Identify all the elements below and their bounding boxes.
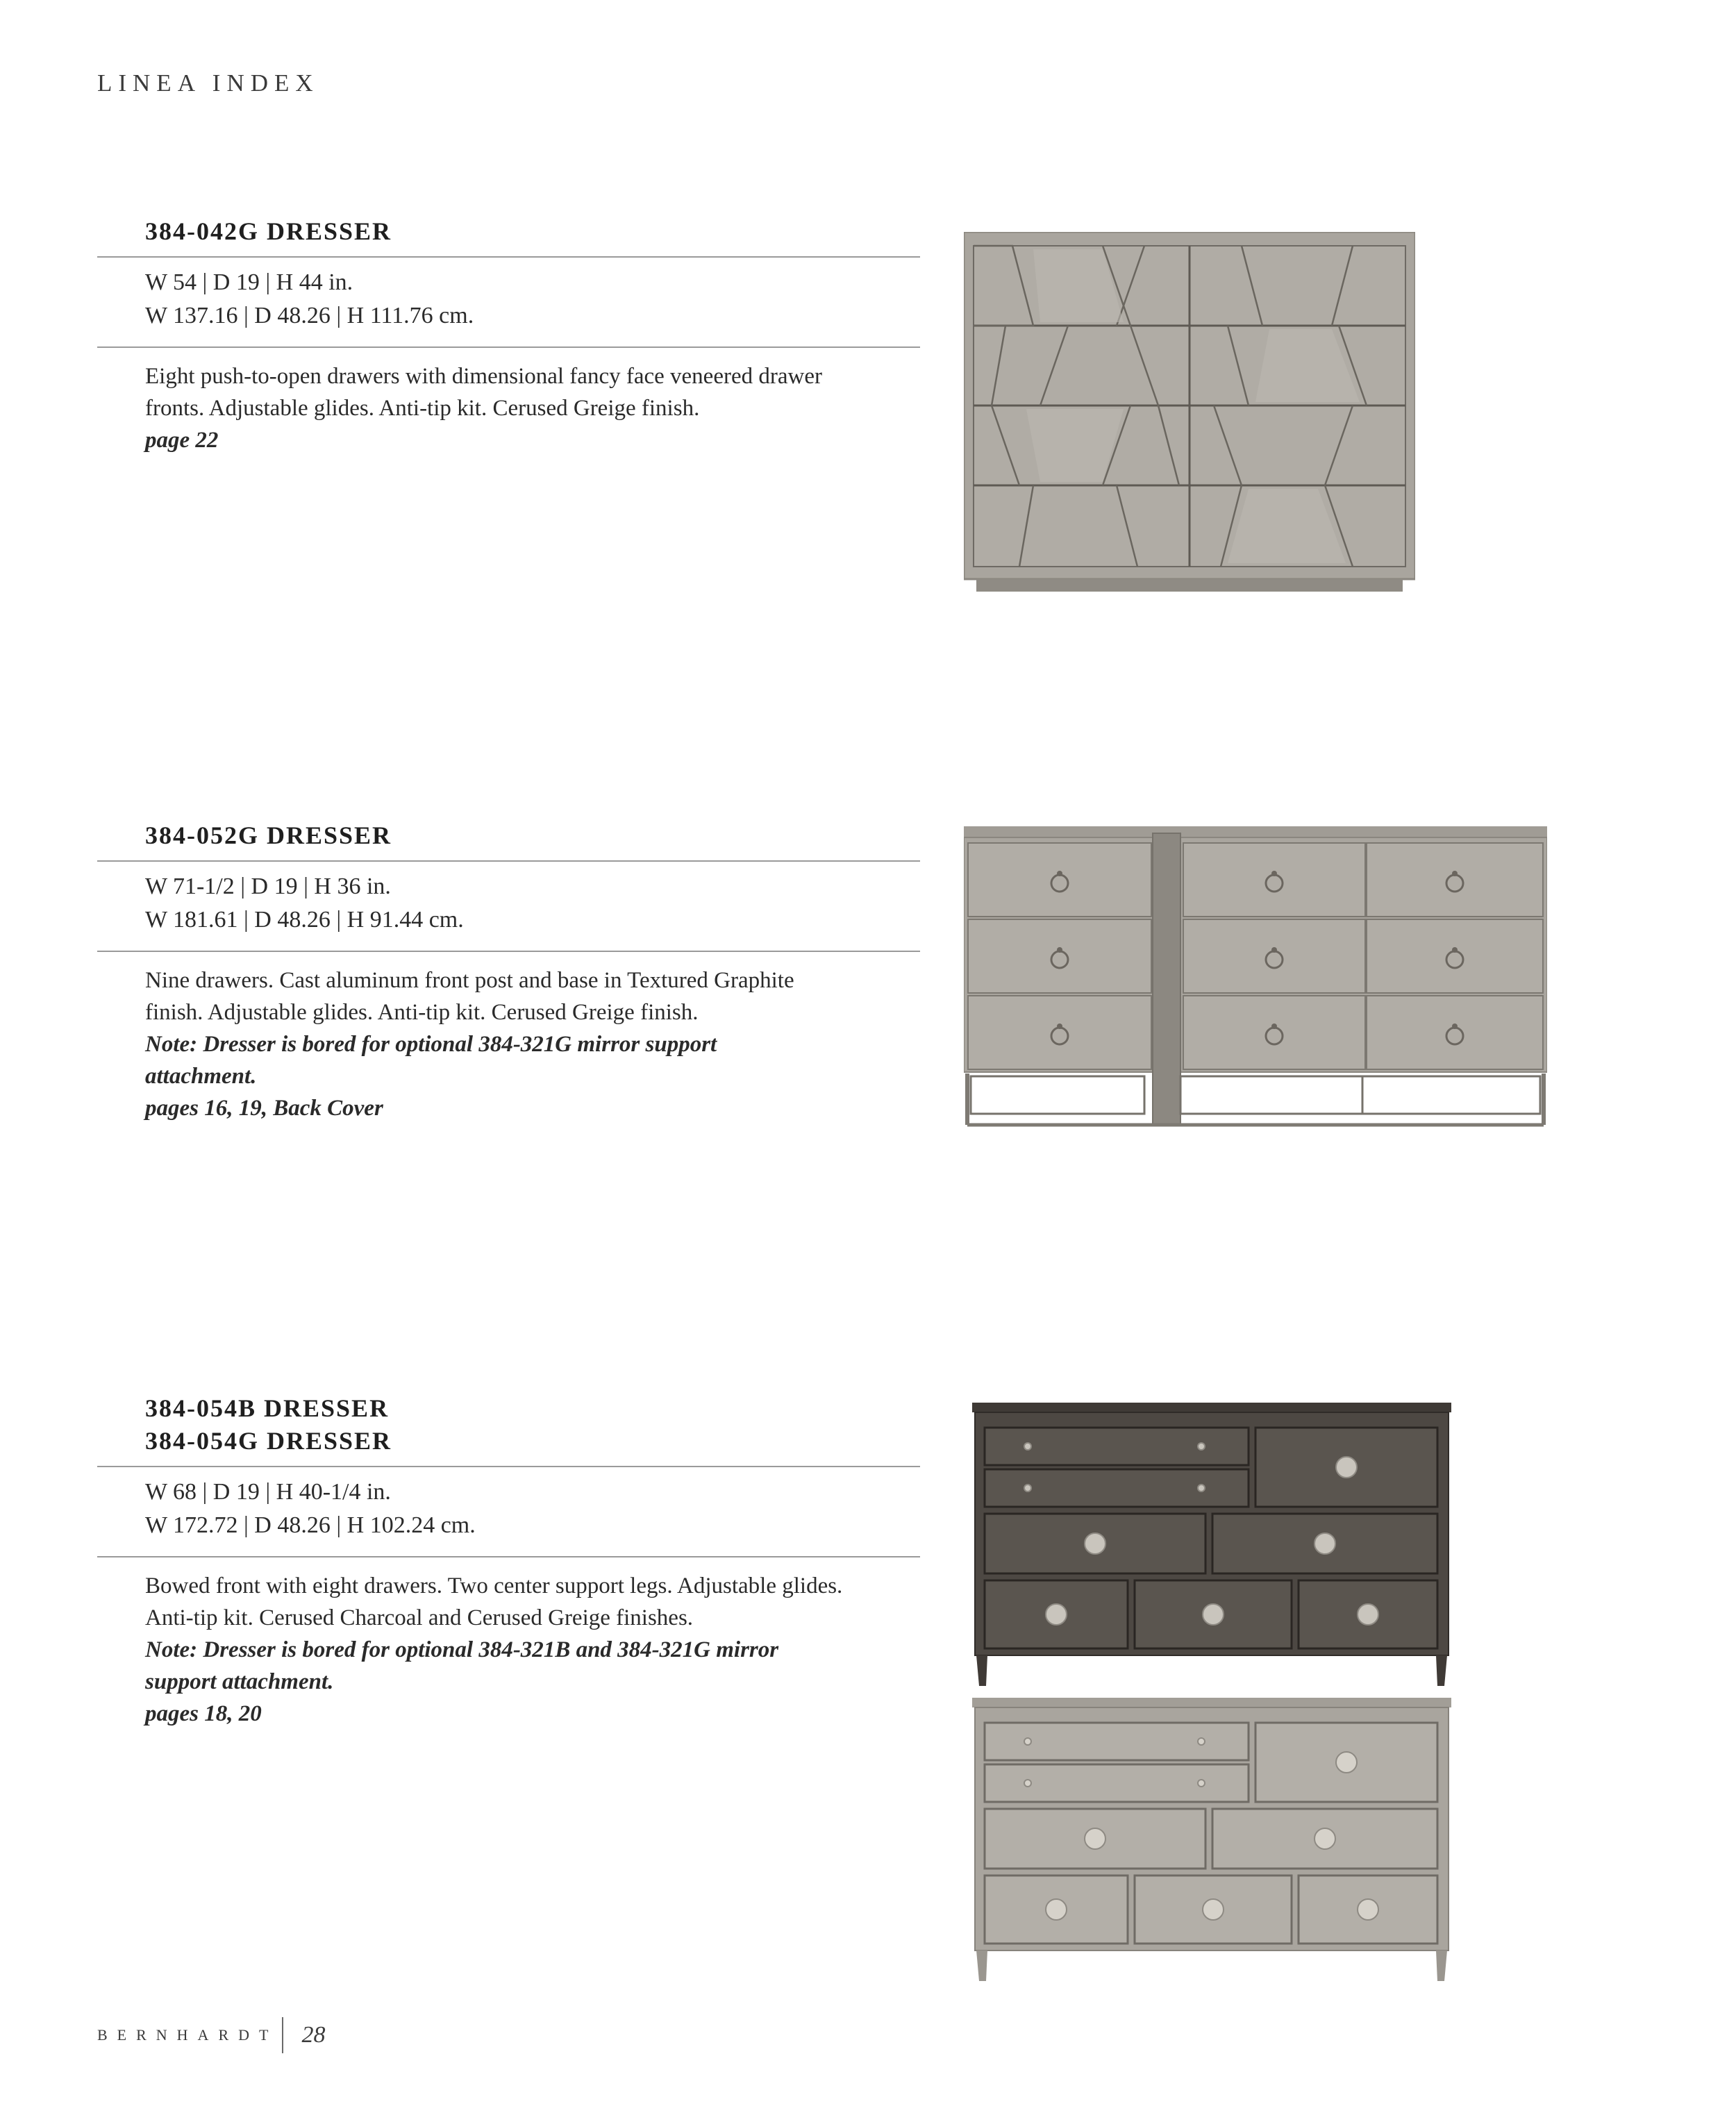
product-photo-nine-drawer-dresser [964,826,1547,1132]
product-title: 384-052G DRESSER [145,821,392,849]
product-dimensions [97,258,920,348]
product-titles [97,215,920,258]
product-note: Note: Dresser is bored for optional 384-321B and 384-321G mirror [145,1637,779,1662]
product-titles [97,819,920,862]
description-line: Bowed front with eight drawers. Two center support legs. Adjustable glides. [145,1573,843,1598]
product-dimensions [97,1467,920,1557]
description-line: Eight push-to-open drawers with dimensional fancy face veneered drawer [145,364,822,389]
product-note: attachment. [145,1064,257,1089]
product-description [97,952,920,1124]
product-entry [97,819,920,1124]
description-line: finish. Adjustable glides. Anti-tip kit. Cerused Greige finish. [145,1000,699,1025]
product-photo-bowed-dresser-greige [972,1698,1451,1982]
product-title: 384-054B DRESSER [145,1394,390,1422]
product-title: 384-042G DRESSER [145,217,392,245]
dimensions-inches: W 54 | D 19 | H 44 in. [145,269,353,295]
dimensions-inches: W 71-1/2 | D 19 | H 36 in. [145,874,391,899]
product-dimensions [97,862,920,952]
page-number: 28 [301,2022,326,2048]
product-title: 384-054G DRESSER [145,1427,392,1455]
description-line: Anti-tip kit. Cerused Charcoal and Cerused Greige finishes. [145,1605,694,1630]
product-titles [97,1392,920,1467]
page-footer [97,2017,325,2053]
page-reference: page 22 [145,428,219,453]
product-photo-geometric-dresser [964,232,1415,593]
brand-name: BERNHARDT [97,2026,278,2044]
product-description [97,348,920,456]
description-line: fronts. Adjustable glides. Anti-tip kit. Cerused Greige finish. [145,396,700,421]
footer-divider [282,2017,283,2053]
dimensions-cm: W 137.16 | D 48.26 | H 111.76 cm. [145,303,474,328]
dimensions-cm: W 181.61 | D 48.26 | H 91.44 cm. [145,907,464,933]
page-reference: pages 16, 19, Back Cover [145,1096,383,1121]
product-note: support attachment. [145,1669,334,1694]
product-photo-bowed-dresser-charcoal [972,1403,1451,1687]
dimensions-cm: W 172.72 | D 48.26 | H 102.24 cm. [145,1512,476,1538]
dimensions-inches: W 68 | D 19 | H 40-1/4 in. [145,1479,391,1505]
product-description [97,1557,920,1730]
product-entry [97,215,920,456]
section-header: LINEA INDEX [97,69,319,97]
description-line: Nine drawers. Cast aluminum front post and base in Textured Graphite [145,968,794,993]
page-reference: pages 18, 20 [145,1701,262,1726]
product-entry [97,1392,920,1730]
product-note: Note: Dresser is bored for optional 384-321G mirror support [145,1032,717,1057]
